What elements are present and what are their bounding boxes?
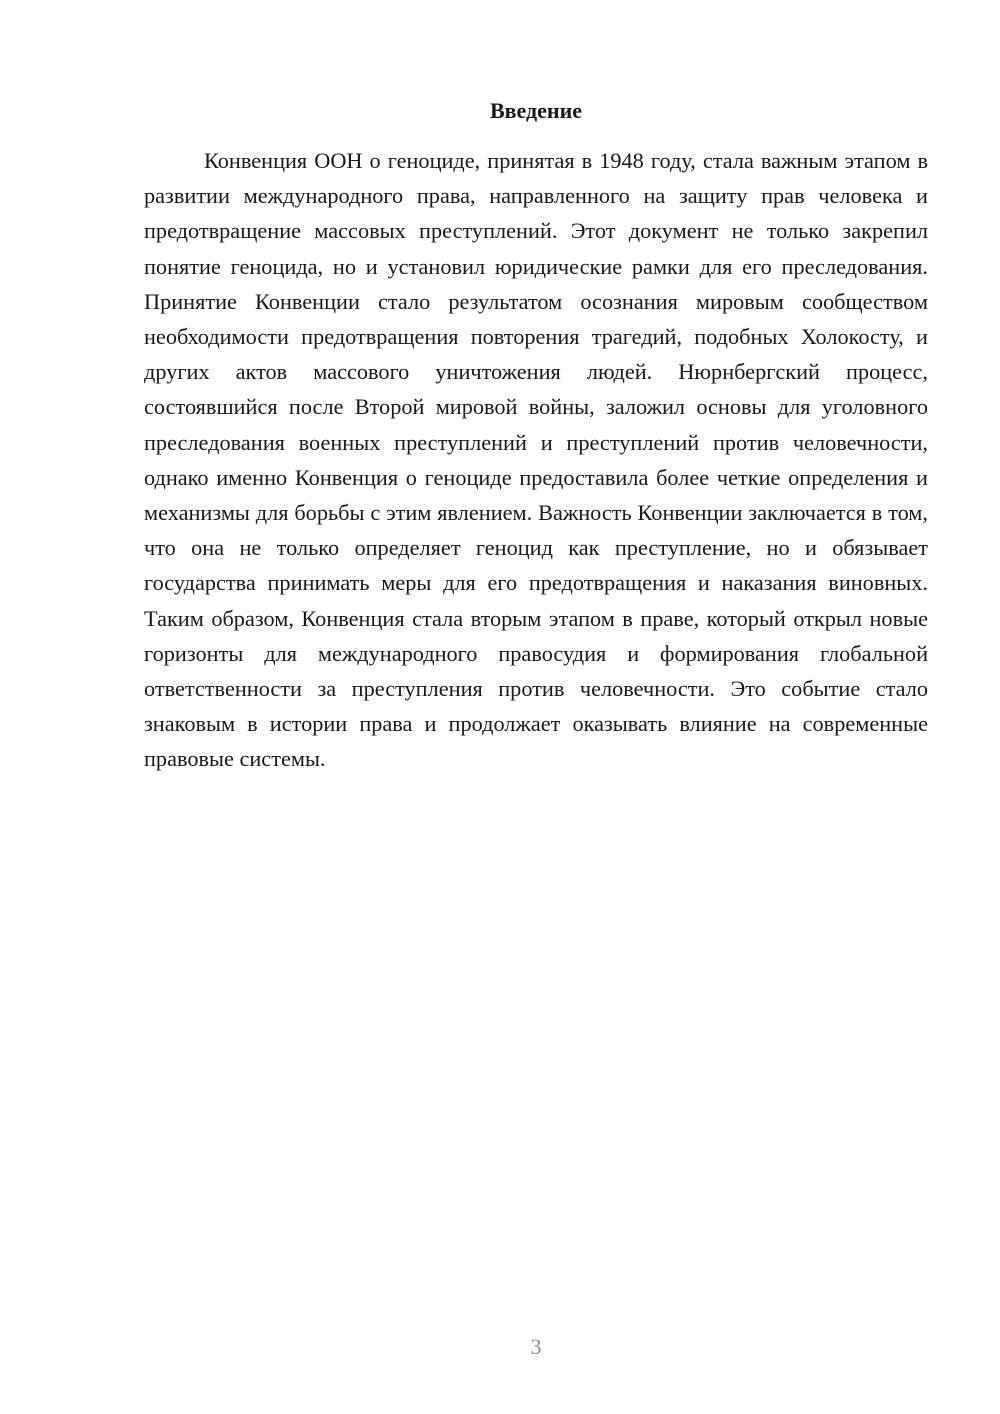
page-number: 3 — [530, 1334, 542, 1359]
body-paragraph: Конвенция ООН о геноциде, принятая в 1948 году, стала важным этапом в развитии международного права, направленного на защиту прав человека и предотвращение массовых преступлений. Этот документ не только закрепил понятие геноцида, но и установил юридические рамки для его преследования. Принятие Конвенции стало результатом осознания мировым сообществом необходимости предотвращения повторения трагедий, подобных Холокосту, и других актов массового уничтожения людей. Нюрнбергский процесс, состоявшийся после Второй мировой войны, заложил основы для уголовного преследования военных преступлений и преступлений против человечности, однако именно Конвенция о геноциде предоставила более четкие определения и механизмы для борьбы с этим явлением. Важность Конвенции заключается в том, что она не только определяет геноцид как преступление, но и обязывает государства принимать меры для его предотвращения и наказания виновных. Таким образом, Конвенция стала вторым этапом в праве, который открыл новые горизонты для международного правосудия и формирования глобальной ответственности за преступления против человечности. Это событие стало знаковым в истории права и продолжает оказывать влияние на современные правовые системы. — [144, 148, 928, 772]
section-title: Введение — [489, 98, 583, 123]
